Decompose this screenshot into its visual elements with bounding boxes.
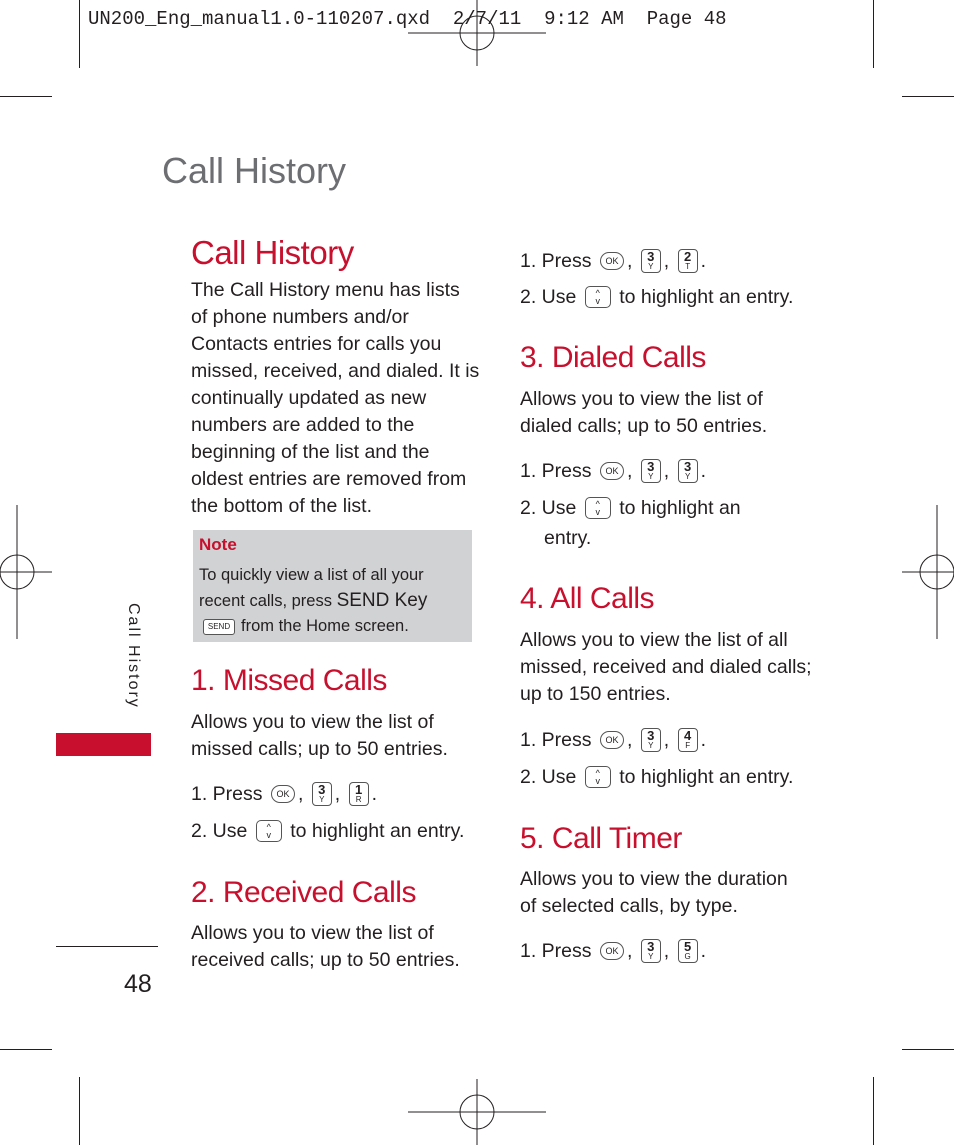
key-letters: G xyxy=(684,952,691,961)
key-2-icon xyxy=(678,249,698,273)
key-letters: T xyxy=(685,262,691,271)
section-heading-all-calls: 4. All Calls xyxy=(520,582,655,615)
text-line: dialed calls; up to 50 entries. xyxy=(520,415,768,437)
ok-key-icon: OK xyxy=(600,462,624,480)
section-tab-marker xyxy=(56,733,151,756)
text-line: numbers are added to the xyxy=(191,414,415,436)
registration-mark-icon xyxy=(408,1079,546,1145)
key-letters: Y xyxy=(684,472,691,481)
key-1-icon xyxy=(349,782,369,806)
step-text: 2. Use xyxy=(520,766,577,788)
key-digit: 2 xyxy=(684,249,692,264)
navigation-key-icon xyxy=(585,766,611,788)
step-text: 1. Press xyxy=(520,940,592,962)
crop-mark xyxy=(0,1049,52,1050)
key-4-icon xyxy=(678,728,698,752)
dialed-step-2-continued: entry. xyxy=(544,527,592,549)
section-heading-received-calls: 2. Received Calls xyxy=(191,876,416,909)
dialed-description xyxy=(520,386,767,440)
text-line: beginning of the list and the xyxy=(191,441,430,463)
text-line: of selected calls, by type. xyxy=(520,895,738,917)
page-title: Call History xyxy=(162,150,347,191)
text-line: continually updated as new xyxy=(191,387,427,409)
key-3-icon xyxy=(678,459,698,483)
key-digit: 3 xyxy=(647,459,655,474)
side-section-label: Call History xyxy=(125,603,142,709)
send-key-label: SEND Key xyxy=(336,590,428,611)
nav-up-arrow: ^ xyxy=(595,768,600,778)
section-heading-call-history: Call History xyxy=(191,234,354,271)
step-text: 2. Use xyxy=(520,286,577,308)
missed-step-2 xyxy=(191,819,464,843)
dialed-step-1: 1. Press OK , 3 Y , 3 Y . xyxy=(520,459,707,482)
text-line: missed calls; up to 50 entries. xyxy=(191,738,448,760)
ok-key-icon: OK xyxy=(600,942,624,960)
step-text: to highlight an entry. xyxy=(290,820,465,842)
key-letters: Y xyxy=(648,472,654,481)
crop-mark xyxy=(0,96,52,97)
intro-paragraph xyxy=(191,277,481,520)
key-3-icon xyxy=(641,939,661,963)
timer-step-1: 1. Press OK , 3 Y , 5 G . xyxy=(520,939,707,962)
key-digit: 3 xyxy=(684,459,692,474)
ok-key-icon: OK xyxy=(271,785,295,803)
note-label: Note xyxy=(199,535,237,554)
step-text: to highlight an entry. xyxy=(619,286,794,308)
key-letters: Y xyxy=(648,741,654,750)
key-letters: R xyxy=(355,795,362,804)
nav-up-arrow: ^ xyxy=(595,288,600,298)
step-text: 2. Use xyxy=(520,497,577,519)
crop-mark xyxy=(902,96,954,97)
text-line: missed, received, and dialed. It is xyxy=(191,360,480,382)
timer-description xyxy=(520,866,788,920)
key-digit: 4 xyxy=(684,728,692,743)
section-heading-missed-calls: 1. Missed Calls xyxy=(191,664,387,697)
nav-down-arrow: v xyxy=(266,830,272,840)
key-letters: Y xyxy=(648,262,654,271)
ok-key-icon: OK xyxy=(600,252,624,270)
key-3-icon xyxy=(641,728,661,752)
key-digit: 5 xyxy=(684,939,692,954)
step-text: 1. Press xyxy=(520,729,592,751)
section-heading-dialed-calls: 3. Dialed Calls xyxy=(520,341,706,374)
key-letters: Y xyxy=(648,952,654,961)
all-step-2 xyxy=(520,765,793,789)
key-3-icon xyxy=(641,249,661,273)
text-line xyxy=(199,588,427,614)
section-heading-call-timer: 5. Call Timer xyxy=(520,822,682,855)
received-step-1: 1. Press OK , 3 Y , 2 T . xyxy=(520,249,707,272)
registration-mark-icon xyxy=(408,0,546,66)
text-line: received calls; up to 50 entries. xyxy=(191,949,460,971)
text-line: oldest entries are removed from xyxy=(191,468,467,490)
text-line: Allows you to view the list of xyxy=(191,711,434,733)
crop-mark xyxy=(902,1049,954,1050)
text-line: Allows you to view the list of xyxy=(191,922,434,944)
received-step-2 xyxy=(520,285,793,309)
step-text: to highlight an entry. xyxy=(619,766,794,788)
key-digit: 3 xyxy=(647,728,655,743)
text-line: of phone numbers and/or xyxy=(191,306,409,328)
key-digit: 3 xyxy=(647,939,655,954)
key-3-icon xyxy=(641,459,661,483)
text-line: Allows you to view the duration xyxy=(520,868,788,890)
send-key-icon: SEND xyxy=(203,619,235,635)
crop-mark xyxy=(873,1077,874,1145)
crop-mark xyxy=(79,1077,80,1145)
text-line: Allows you to view the list of xyxy=(520,388,763,410)
step-text: 1. Press xyxy=(191,783,263,805)
key-letters: F xyxy=(685,741,691,750)
nav-down-arrow: v xyxy=(595,507,601,517)
text-line: Contacts entries for calls you xyxy=(191,333,442,355)
text-line: Allows you to view the list of all xyxy=(520,629,788,651)
navigation-key-icon xyxy=(585,286,611,308)
divider xyxy=(56,946,158,947)
key-5-icon xyxy=(678,939,698,963)
ok-key-icon: OK xyxy=(600,731,624,749)
missed-step-1: 1. Press OK , 3 Y , 1 R . xyxy=(191,782,378,805)
note-box xyxy=(193,530,472,642)
navigation-key-icon xyxy=(585,497,611,519)
navigation-key-icon xyxy=(256,820,282,842)
nav-down-arrow: v xyxy=(595,296,601,306)
registration-mark-icon xyxy=(902,505,954,639)
text-span: from the Home screen. xyxy=(241,617,409,635)
crop-mark xyxy=(79,0,80,68)
note-text xyxy=(199,563,427,639)
key-digit: 1 xyxy=(355,782,363,797)
text-line: the bottom of the list. xyxy=(191,495,373,517)
key-letters: Y xyxy=(319,795,325,804)
registration-mark-icon xyxy=(0,505,52,639)
text-span: recent calls, press xyxy=(199,592,337,610)
key-digit: 3 xyxy=(318,782,326,797)
nav-down-arrow: v xyxy=(595,776,601,786)
all-description xyxy=(520,627,812,708)
received-description xyxy=(191,920,460,974)
text-line: The Call History menu has lists xyxy=(191,279,460,301)
key-digit: 3 xyxy=(647,249,655,264)
dialed-step-2 xyxy=(520,496,741,520)
nav-up-arrow: ^ xyxy=(595,499,600,509)
print-slug: UN200_Eng_manual1.0-110207.qxd 2/7/11 9:12 AM Page 48 xyxy=(88,8,727,30)
all-step-1: 1. Press OK , 3 Y , 4 F . xyxy=(520,728,707,751)
step-text: 1. Press xyxy=(520,460,592,482)
text-line xyxy=(199,614,427,639)
crop-mark xyxy=(873,0,874,68)
step-text: 2. Use xyxy=(191,820,248,842)
nav-up-arrow: ^ xyxy=(266,822,271,832)
text-line: missed, received and dialed calls; xyxy=(520,656,812,678)
page-number: 48 xyxy=(124,970,152,998)
key-3-icon xyxy=(312,782,332,806)
step-text: to highlight an xyxy=(619,497,741,519)
missed-description xyxy=(191,709,448,763)
text-line: up to 150 entries. xyxy=(520,683,671,705)
text-line: To quickly view a list of all your xyxy=(199,566,424,584)
step-text: 1. Press xyxy=(520,250,592,272)
